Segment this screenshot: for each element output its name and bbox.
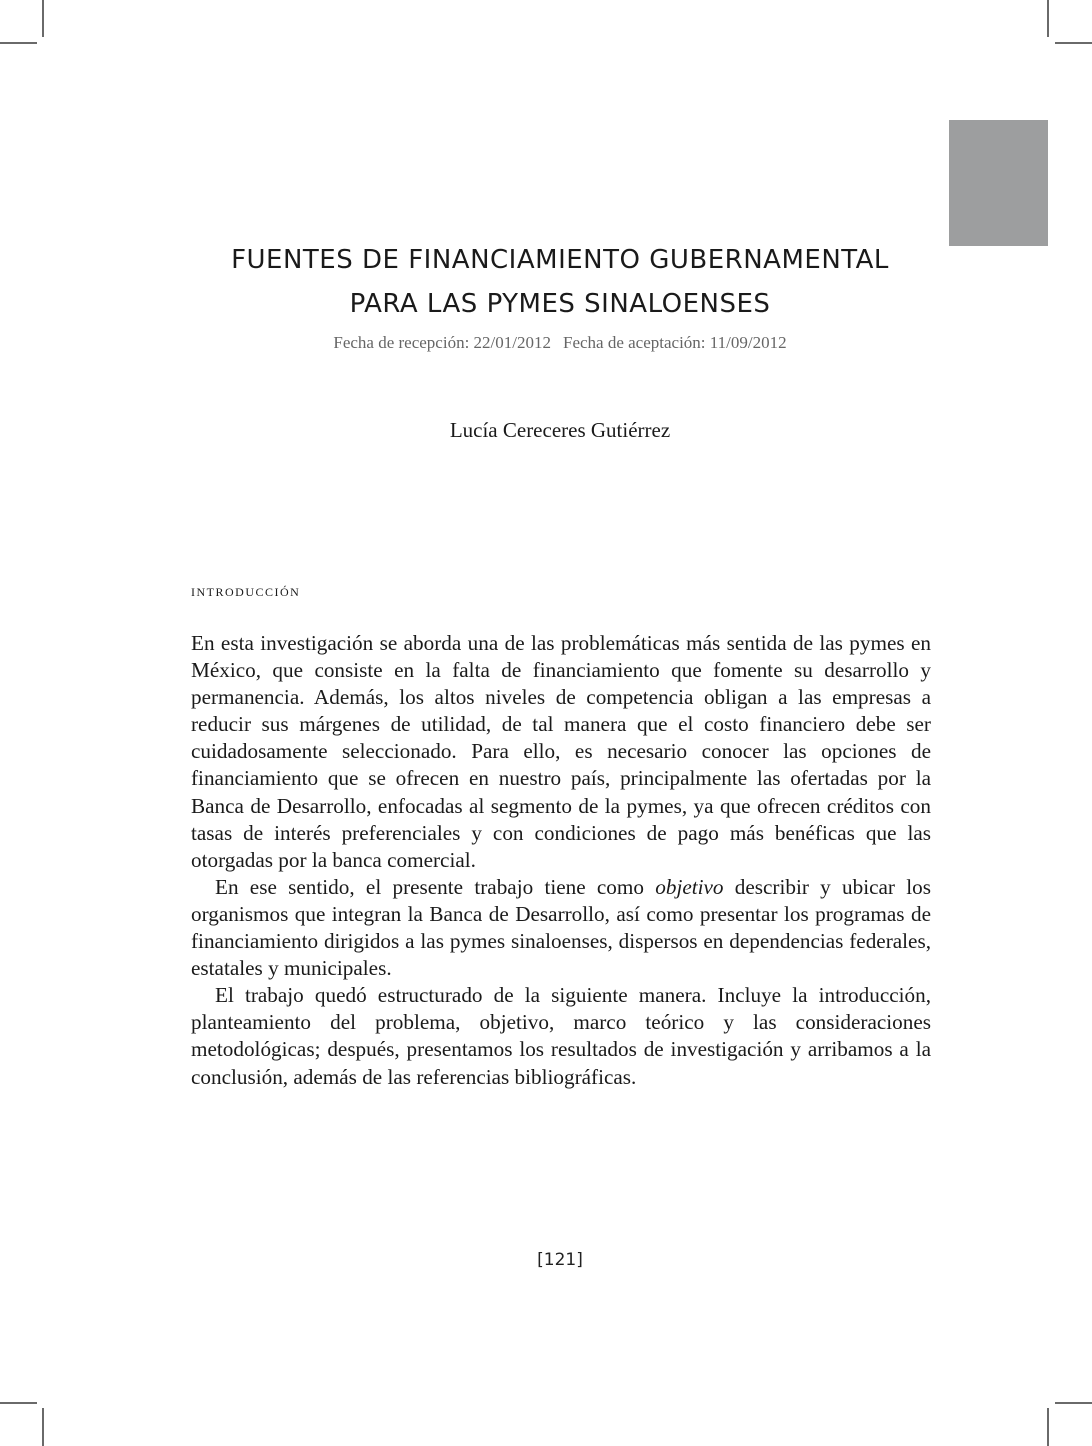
crop-mark-top-left-v xyxy=(42,0,44,37)
article-dates xyxy=(0,333,1092,353)
article-title xyxy=(0,238,1092,326)
crop-mark-top-right-v xyxy=(1047,0,1049,37)
paragraph-2-text-b: describir y ubicar los organismos que integran la Banca de Desarrollo, así como presentar los programas de financiamiento dirigidos a las pymes sinaloenses, dispersos en dependencias federales, estatales y municipales. xyxy=(191,874,931,981)
page-number: [121] xyxy=(537,1250,583,1270)
title-line-2: PARA LAS PYMES SINALOENSES xyxy=(349,289,771,319)
crop-mark-bottom-right-h xyxy=(1055,1402,1092,1404)
body-text xyxy=(191,630,931,1091)
accepted-date: Fecha de aceptación: 11/09/2012 xyxy=(563,333,787,352)
paragraph-3: El trabajo quedó estructurado de la siguiente manera. Incluye la introducción, planteamiento del problema, objetivo, marco teórico y las consideraciones metodológicas; después, presentamos los resultados de investigación y arribamos a la conclusión, además de las referencias bibliográficas. xyxy=(191,983,931,1089)
author-name: Lucía Cereceres Gutiérrez xyxy=(449,418,671,442)
crop-mark-bottom-left-h xyxy=(0,1402,37,1404)
title-line-1: FUENTES DE FINANCIAMIENTO GUBERNAMENTAL xyxy=(231,245,889,275)
section-heading: introducción xyxy=(191,581,301,600)
paragraph-2 xyxy=(191,874,931,982)
crop-mark-top-left-h xyxy=(0,42,37,44)
paragraph-1: En esta investigación se aborda una de las problemáticas más sentida de las pymes en México, que consiste en la falta de financiamiento que fomente su desarrollo y permanencia. Además, los altos niveles de competencia obligan a las empresas a reducir sus márgenes de utilidad, de tal manera que el costo financiero debe ser cuidadosamente seleccionado. Para ello, es necesario conocer las opciones de financiamiento que se ofrecen en nuestro país, principalmente las ofertadas por la Banca de Desarrollo, enfocadas al segmento de la pymes, ya que ofrecen créditos con tasas de interés preferenciales y con condiciones de pago más benéficas que las otorgadas por la banca comercial. xyxy=(191,631,931,872)
emphasis-objetivo: objetivo xyxy=(655,874,724,899)
crop-mark-bottom-right-v xyxy=(1047,1408,1049,1446)
chapter-tab-block xyxy=(949,120,1048,246)
received-date: Fecha de recepción: 22/01/2012 xyxy=(333,333,551,352)
crop-mark-bottom-left-v xyxy=(42,1408,44,1446)
paragraph-2-text-a: En ese sentido, el presente trabajo tiene como xyxy=(215,874,656,899)
crop-mark-top-right-h xyxy=(1055,42,1092,44)
